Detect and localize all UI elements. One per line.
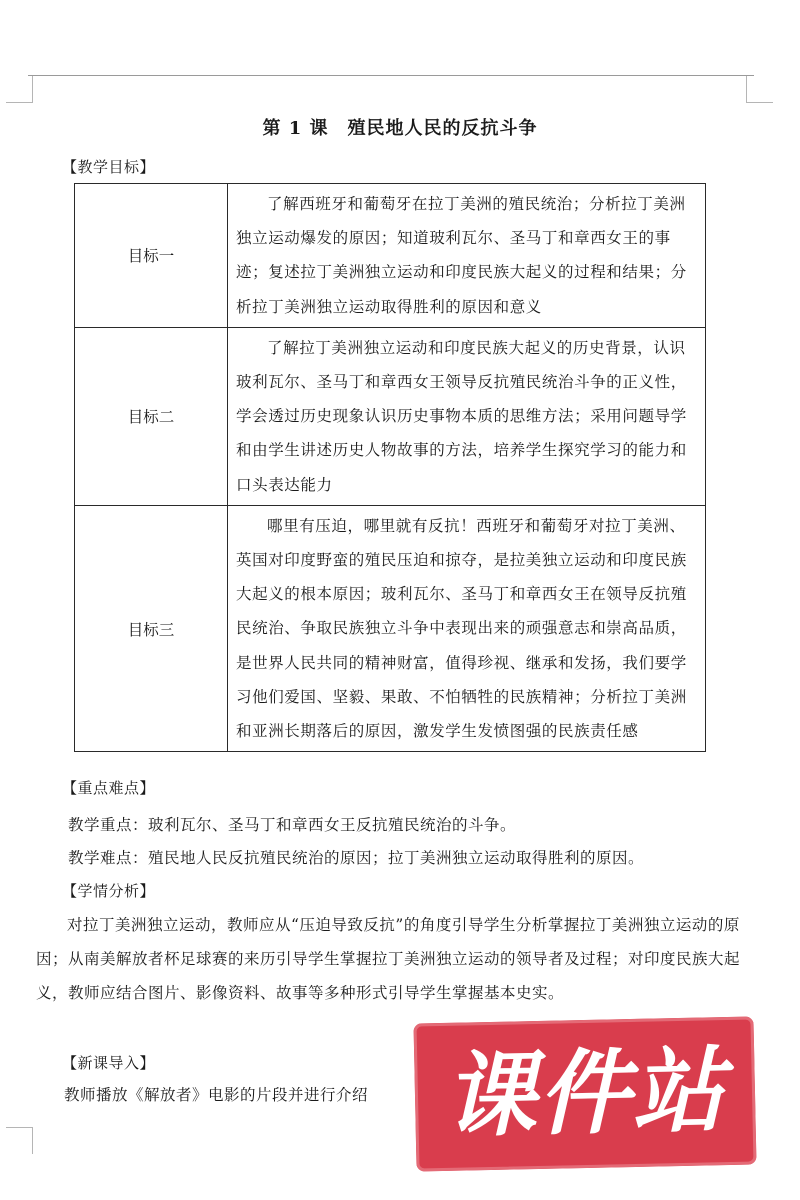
objective-label: 目标一: [75, 184, 228, 328]
intro-paragraph: 教师播放《解放者》电影的片段并进行介绍: [64, 1086, 369, 1104]
analysis-paragraph: 对拉丁美洲独立运动，教师应从“压迫导致反抗”的角度引导学生分析掌握拉丁美洲独立运动的原因；从南美解放者杯足球赛的来历引导学生掌握拉丁美洲独立运动的领导者及过程；对印度民族大起义，教师应结合图片、影像资料、故事等多种形式引导学生掌握基本史实。: [36, 916, 741, 1002]
section-analysis-heading: 【学情分析】: [62, 882, 156, 900]
teaching-focus: 教学重点：玻利瓦尔、圣马丁和章西女王反抗殖民统治的斗争。: [68, 816, 517, 834]
watermark-text: 课件站: [442, 1037, 728, 1150]
objective-label: 目标三: [75, 505, 228, 751]
page-header-rule: [28, 75, 754, 76]
section-intro-heading: 【新课导入】: [62, 1054, 156, 1072]
table-row: [75, 505, 706, 751]
section-objectives-heading: 【教学目标】: [62, 158, 156, 176]
crop-mark-top-right: [746, 76, 773, 103]
teaching-difficulty: 教学难点：殖民地人民反抗殖民统治的原因；拉丁美洲独立运动取得胜利的原因。: [68, 849, 645, 867]
objective-text: 了解拉丁美洲独立运动和印度民族大起义的历史背景，认识玻利瓦尔、圣马丁和章西女王领导反抗殖民统治斗争的正义性，学会透过历史现象认识历史事物本质的思维方法；采用问题导学和由学生讲述历史人物故事的方法，培养学生探究学习的能力和口头表达能力: [228, 327, 706, 505]
objective-text: 哪里有压迫，哪里就有反抗！西班牙和葡萄牙对拉丁美洲、英国对印度野蛮的殖民压迫和掠夺，是拉美独立运动和印度民族大起义的根本原因；玻利瓦尔、圣马丁和章西女王在领导反抗殖民统治、争取民族独立斗争中表现出来的顽强意志和崇高品质，是世界人民共同的精神财富，值得珍视、继承和发扬，我们要学习他们爱国、坚毅、果敢、不怕牺牲的民族精神；分析拉丁美洲和亚洲长期落后的原因，激发学生发愤图强的民族责任感: [228, 505, 706, 751]
objective-text: 了解西班牙和葡萄牙在拉丁美洲的殖民统治；分析拉丁美洲独立运动爆发的原因；知道玻利瓦尔、圣马丁和章西女王的事迹；复述拉丁美洲独立运动和印度民族大起义的过程和结果；分析拉丁美洲独立运动取得胜利的原因和意义: [228, 184, 706, 328]
objectives-table: [74, 183, 706, 752]
objective-label: 目标二: [75, 327, 228, 505]
section-key-points-heading: 【重点难点】: [62, 779, 156, 797]
table-row: [75, 184, 706, 328]
watermark-stamp: [413, 1016, 756, 1171]
crop-mark-top-left: [6, 76, 33, 103]
lesson-title: 第 1 课 殖民地人民的反抗斗争: [262, 118, 538, 139]
table-row: [75, 327, 706, 505]
crop-mark-bottom-left: [6, 1127, 33, 1154]
